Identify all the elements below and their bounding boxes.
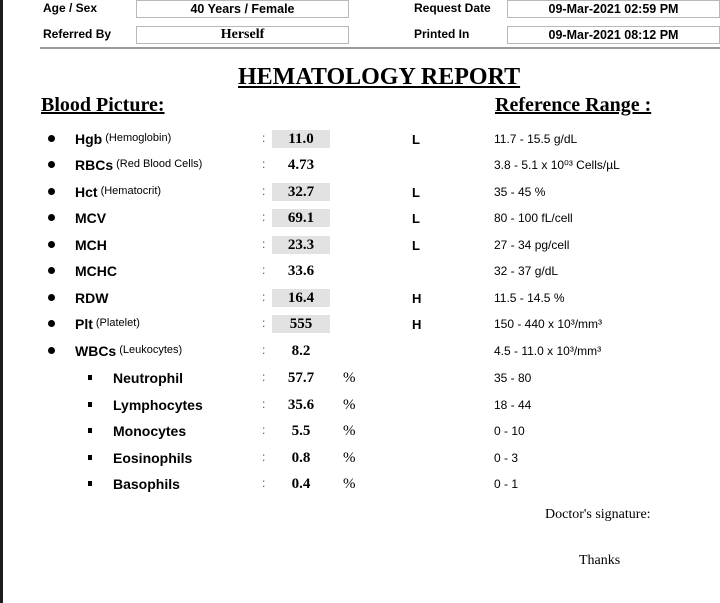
reference-range: 18 - 44 — [494, 398, 532, 412]
diff-name: Lymphocytes — [113, 397, 203, 413]
test-value: 16.4 — [272, 289, 330, 307]
referred-by-label: Referred By — [43, 27, 112, 41]
bullet-icon — [48, 135, 55, 142]
reference-range-heading: Reference Range : — [495, 94, 652, 116]
bullet-icon — [48, 347, 55, 354]
reference-range: 11.7 - 15.5 g/dL — [494, 132, 578, 146]
test-value: 555 — [272, 315, 330, 333]
header-divider — [40, 47, 720, 49]
diff-unit: % — [343, 476, 356, 492]
age-sex-field: 40 Years / Female — [136, 0, 349, 18]
diff-row-lymphocytes — [0, 397, 720, 423]
test-value: 8.2 — [291, 343, 311, 359]
doctor-signature-label: Doctor's signature: — [545, 507, 651, 522]
printed-in-label: Printed In — [414, 27, 470, 41]
test-name: WBCs $^{(Leukocytes)}$ — [75, 343, 183, 359]
request-date-field: 09-Mar-2021 02:59 PM — [507, 0, 720, 18]
colon: : — [262, 316, 266, 330]
bullet-icon — [48, 214, 55, 221]
flag: L — [412, 185, 420, 200]
test-row-mch — [0, 237, 720, 263]
test-row-rbcs — [0, 157, 720, 183]
bullet-icon — [48, 188, 55, 195]
diff-row-basophils — [0, 476, 720, 502]
test-row-plt — [0, 316, 720, 342]
reference-range: 35 - 80 — [494, 371, 532, 385]
diff-unit: % — [343, 397, 356, 413]
report-title: HEMATOLOGY REPORT — [238, 64, 521, 90]
test-name: MCV — [75, 210, 107, 226]
colon: : — [262, 131, 266, 145]
bullet-icon — [48, 267, 55, 274]
diff-value: 35.6 — [287, 397, 315, 413]
colon: : — [262, 263, 266, 277]
bullet-icon — [48, 241, 55, 248]
referred-by-field: Herself — [136, 26, 349, 44]
reference-range: 0 - 10 — [494, 424, 525, 438]
square-bullet-icon — [88, 481, 92, 486]
test-value: 11.0 — [272, 130, 330, 148]
reference-range: 3.8 - 5.1 x 10⁰³ Cells/µL — [494, 158, 620, 172]
colon: : — [262, 157, 266, 171]
diff-unit: % — [343, 423, 356, 439]
diff-name: Eosinophils — [113, 450, 193, 466]
test-row-hgb — [0, 131, 720, 157]
colon: : — [262, 423, 266, 437]
square-bullet-icon — [88, 402, 92, 407]
blood-picture-heading: Blood Picture: — [41, 94, 165, 116]
test-row-rdw — [0, 290, 720, 316]
flag: L — [412, 238, 420, 253]
reference-range: 150 - 440 x 10³/mm³ — [494, 317, 603, 331]
bullet-icon — [48, 294, 55, 301]
flag: H — [412, 317, 422, 332]
colon: : — [262, 184, 266, 198]
test-value: 4.73 — [287, 157, 315, 173]
colon: : — [262, 397, 266, 411]
colon: : — [262, 450, 266, 464]
reference-range: 0 - 1 — [494, 477, 519, 491]
test-row-wbcs — [0, 343, 720, 369]
colon: : — [262, 370, 266, 384]
diff-row-neutrophil — [0, 370, 720, 396]
test-name: MCH — [75, 237, 107, 253]
test-value: 69.1 — [272, 209, 330, 227]
request-date-label: Request Date — [414, 1, 491, 15]
test-row-mcv — [0, 210, 720, 236]
colon: : — [262, 343, 266, 357]
bullet-icon — [48, 320, 55, 327]
diff-value: 0.8 — [291, 450, 311, 466]
square-bullet-icon — [88, 428, 92, 433]
thanks-text: Thanks — [579, 553, 621, 568]
bullet-icon — [48, 161, 55, 168]
diff-row-eosinophils — [0, 450, 720, 476]
square-bullet-icon — [88, 455, 92, 460]
reference-range: 11.5 - 14.5 % — [494, 291, 565, 305]
flag: H — [412, 291, 422, 306]
age-sex-label: Age / Sex — [43, 1, 98, 15]
flag: L — [412, 211, 420, 226]
colon: : — [262, 210, 266, 224]
test-name: Hct $^{(Hematocrit)}$ — [75, 184, 162, 200]
test-row-mchc — [0, 263, 720, 289]
diff-value: 57.7 — [287, 370, 315, 386]
colon: : — [262, 476, 266, 490]
diff-name: Basophils — [113, 476, 180, 492]
diff-name: Monocytes — [113, 423, 187, 439]
test-name: RDW — [75, 290, 109, 306]
test-name: Plt $^{(Platelet)}$ — [75, 316, 140, 332]
diff-unit: % — [343, 450, 356, 466]
reference-range: 35 - 45 % — [494, 185, 546, 199]
reference-range: 4.5 - 11.0 x 10³/mm³ — [494, 344, 602, 358]
test-name: RBCs $^{(Red Blood Cells)}$ — [75, 157, 203, 173]
diff-unit: % — [343, 370, 356, 386]
test-value: 33.6 — [287, 263, 315, 279]
reference-range: 80 - 100 fL/cell — [494, 211, 573, 225]
square-bullet-icon — [88, 375, 92, 380]
test-row-hct — [0, 184, 720, 210]
diff-value: 5.5 — [291, 423, 311, 439]
printed-in-field: 09-Mar-2021 08:12 PM — [507, 26, 720, 44]
test-name: MCHC — [75, 263, 117, 279]
flag: L — [412, 132, 420, 147]
test-name: Hgb $^{(Hemoglobin)}$ — [75, 131, 172, 147]
colon: : — [262, 290, 266, 304]
test-value: 32.7 — [272, 183, 330, 201]
diff-name: Neutrophil — [113, 370, 183, 386]
reference-range: 32 - 37 g/dL — [494, 264, 559, 278]
reference-range: 0 - 3 — [494, 451, 519, 465]
reference-range: 27 - 34 pg/cell — [494, 238, 570, 252]
colon: : — [262, 237, 266, 251]
test-value: 23.3 — [272, 236, 330, 254]
diff-value: 0.4 — [291, 476, 311, 492]
diff-row-monocytes — [0, 423, 720, 449]
